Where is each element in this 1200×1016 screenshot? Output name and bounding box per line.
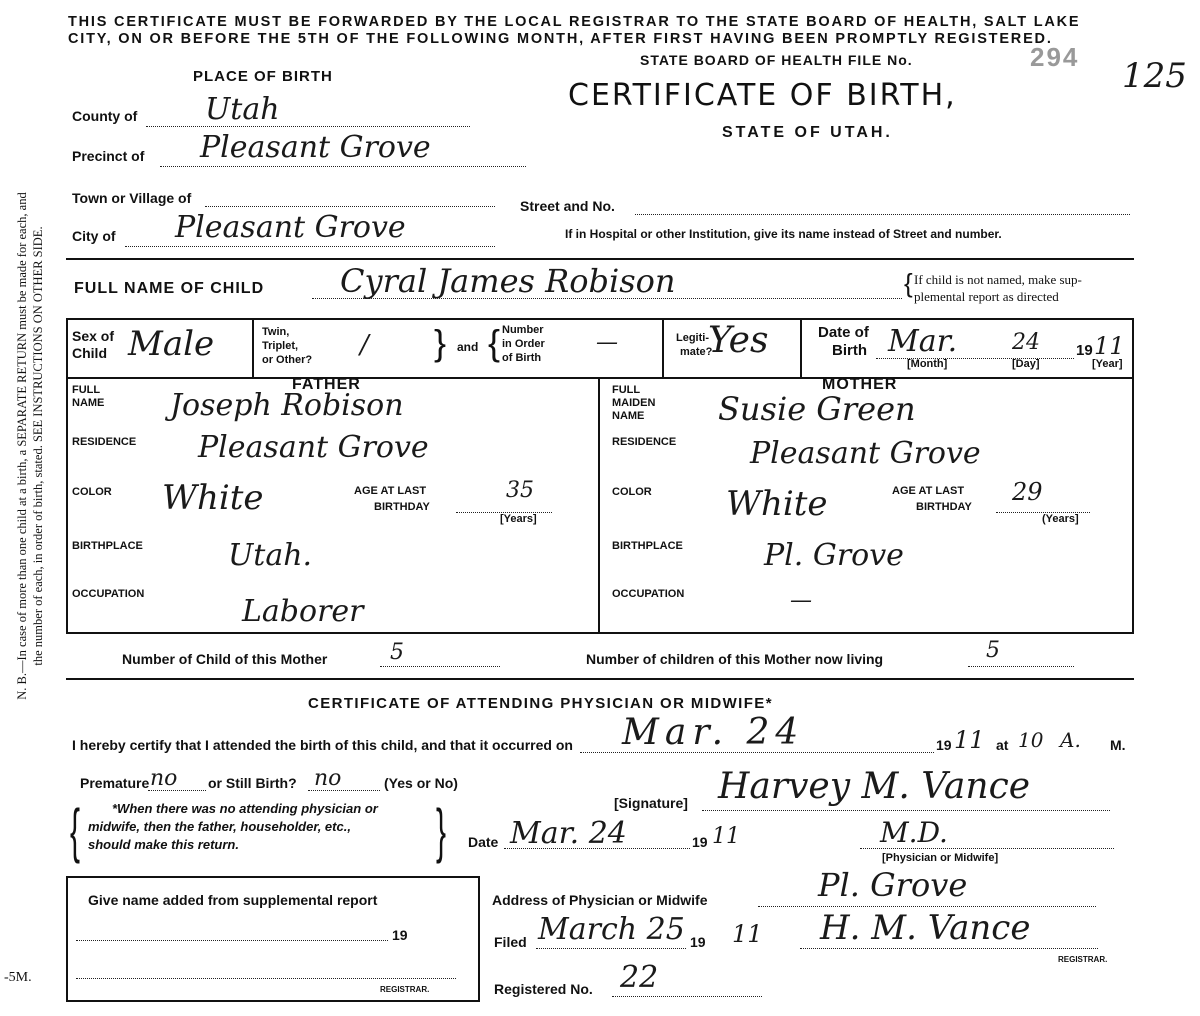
mother-full-label3: NAME <box>612 410 645 422</box>
dob-year-prefix: 19 <box>1076 342 1093 359</box>
registrar-signature: H. M. Vance <box>820 908 1031 948</box>
town-line <box>205 206 495 207</box>
father-name: Joseph Robison <box>170 388 404 423</box>
address-value: Pl. Grove <box>818 866 968 904</box>
child-number-line <box>380 666 500 667</box>
father-birthplace: Utah. <box>228 538 313 573</box>
premature-label: Premature <box>80 775 150 791</box>
supp-year-prefix: 19 <box>392 927 408 943</box>
living: 5 <box>986 638 1000 663</box>
supp-registrar-caption: REGISTRAR. <box>380 985 430 994</box>
stillbirth-label: or Still Birth? <box>208 775 297 791</box>
box-bottom <box>66 632 1134 634</box>
mother-age-label1: AGE AT LAST <box>892 485 965 497</box>
mother-age-label2: BIRTHDAY <box>916 501 972 513</box>
father-occupation-label: OCCUPATION <box>72 588 145 600</box>
date-label: Date <box>468 834 499 850</box>
sep2 <box>662 318 664 378</box>
mother-residence: Pleasant Grove <box>750 436 981 471</box>
father-age: 35 <box>506 478 534 503</box>
dob-label1: Date of <box>818 324 869 341</box>
ampm: A. <box>1060 728 1081 752</box>
divider <box>66 258 1134 260</box>
certify-text: I hereby certify that I attended the birth of this child, and that it occurred on <box>72 737 573 753</box>
supp-line1 <box>76 940 388 941</box>
sex-label1: Sex of <box>72 328 115 344</box>
stillbirth-value: no <box>314 766 342 791</box>
sep3 <box>800 318 802 378</box>
dob-day: 24 <box>1012 330 1040 355</box>
father-occupation: Laborer <box>242 594 364 629</box>
mother-age: 29 <box>1012 478 1043 506</box>
file-no-label: STATE BOARD OF HEALTH FILE No. <box>640 52 913 68</box>
child-number: 5 <box>390 640 404 665</box>
mother-full-label2: MAIDEN <box>612 397 656 409</box>
role-caption: [Physician or Midwife] <box>882 852 999 864</box>
box-row1-bottom <box>66 377 1134 379</box>
child-name-label: FULL NAME OF CHILD <box>74 280 265 297</box>
supp-right <box>478 876 480 1002</box>
unnamed-note2: plemental report as directed <box>914 289 1059 304</box>
street-label: Street and No. <box>520 198 615 214</box>
divider2 <box>66 678 1134 680</box>
note-brace-left: { <box>70 797 81 864</box>
mother-occupation: — <box>790 588 812 613</box>
premature-value: no <box>150 766 178 791</box>
brace-twin: } <box>434 322 447 363</box>
filed-year-suffix: 11 <box>732 920 763 948</box>
supp-heading: Give name added from supplemental report <box>88 892 378 908</box>
supp-top <box>66 876 480 878</box>
filed-year-prefix: 19 <box>690 934 706 950</box>
year-caption: [Year] <box>1092 358 1123 370</box>
date-year-prefix: 19 <box>692 834 708 850</box>
child-name-value: Cyral James Robison <box>340 262 676 300</box>
at-label: at <box>996 737 1009 753</box>
date-year-suffix: 11 <box>712 824 740 849</box>
registrar-line <box>800 948 1098 949</box>
day-caption: [Day] <box>1012 358 1040 370</box>
and-label: and <box>457 340 479 354</box>
supp-left <box>66 876 68 1002</box>
father-full-label1: FULL <box>72 384 101 396</box>
box-left <box>66 318 68 634</box>
county-line <box>146 126 470 127</box>
signature-line <box>702 810 1110 811</box>
mother-occupation-label: OCCUPATION <box>612 588 685 600</box>
sex-value: Male <box>128 324 215 364</box>
mother-color: White <box>726 484 828 524</box>
order-label3: of Birth <box>502 352 542 364</box>
file-no-value: 294 <box>1030 42 1080 72</box>
year-suffix: 11 <box>954 726 985 754</box>
certificate-title: CERTIFICATE OF BIRTH, <box>568 78 957 113</box>
note-line2: midwife, then the father, householder, etc., <box>88 819 351 834</box>
filed-label: Filed <box>494 934 527 950</box>
order-label1: Number <box>502 324 544 336</box>
address-label: Address of Physician or Midwife <box>492 892 708 908</box>
supp-bottom <box>66 1000 480 1002</box>
county-value: Utah <box>205 92 280 127</box>
brace-order: { <box>488 322 501 363</box>
father-age-label1: AGE AT LAST <box>354 485 427 497</box>
filed-line <box>536 948 686 949</box>
father-residence: Pleasant Grove <box>198 430 429 465</box>
registered-label: Registered No. <box>494 981 593 997</box>
dob-year-suffix: 11 <box>1094 332 1125 360</box>
side-note-line2: the number of each, in order of birth, stated. SEE INSTRUCTIONS ON OTHER SIDE. <box>31 226 45 666</box>
living-label: Number of children of this Mother now living <box>586 651 884 667</box>
order-value: — <box>596 330 618 355</box>
note-brace-right: } <box>436 797 447 864</box>
county-label: County of <box>72 108 138 124</box>
side-note-line1: N. B.—In case of more than one child at a birth, a SEPARATE RETURN must be made for each, and <box>15 192 29 700</box>
mother-years-caption: (Years] <box>1042 513 1079 525</box>
precinct-line <box>160 166 526 167</box>
father-birthplace-label: BIRTHPLACE <box>72 540 143 552</box>
legit-label1: Legiti- <box>676 332 709 344</box>
legit-label2: mate? <box>680 346 713 358</box>
address-line <box>758 906 1096 907</box>
mother-color-label: COLOR <box>612 486 652 498</box>
twin-label3: or Other? <box>262 354 313 366</box>
mother-birthplace: Pl. Grove <box>764 538 904 573</box>
state-label: STATE OF UTAH. <box>722 124 893 141</box>
brace-unnamed: { <box>904 268 913 298</box>
street-line <box>635 214 1130 215</box>
filed-value: March 25 <box>538 912 685 947</box>
father-color: White <box>162 478 264 518</box>
signature: Harvey M. Vance <box>718 766 1031 807</box>
living-line <box>968 666 1074 667</box>
father-heading: FATHER <box>292 376 361 393</box>
city-line <box>125 246 495 247</box>
father-residence-label: RESIDENCE <box>72 436 137 448</box>
year-prefix: 19 <box>936 737 952 753</box>
birth-date: Mar. 24 <box>622 712 805 753</box>
father-years-caption: [Years] <box>500 513 537 525</box>
dob-label2: Birth <box>832 342 867 359</box>
md-line <box>860 848 1114 849</box>
father-age-label2: BIRTHDAY <box>374 501 430 513</box>
mother-name: Susie Green <box>718 390 916 428</box>
form-code: -5M. <box>4 970 32 985</box>
margin-number: 125 <box>1122 56 1187 96</box>
note-line3: should make this return. <box>88 837 239 852</box>
side-note <box>14 136 46 756</box>
sex-label2: Child <box>72 345 107 361</box>
mother-heading: MOTHER <box>822 376 898 393</box>
precinct-label: Precinct of <box>72 148 145 164</box>
registered-value: 22 <box>620 960 659 995</box>
order-label2: in Order <box>502 338 545 350</box>
yesno-label: (Yes or No) <box>384 775 458 791</box>
legit-value: Yes <box>708 320 769 361</box>
box-top <box>66 318 1134 320</box>
month-caption: [Month] <box>907 358 948 370</box>
m-label: M. <box>1110 737 1126 753</box>
unnamed-note1: If child is not named, make sup- <box>914 272 1082 287</box>
twin-label1: Twin, <box>262 326 290 338</box>
child-number-label: Number of Child of this Mother <box>122 651 328 667</box>
sep1 <box>252 318 254 378</box>
father-color-label: COLOR <box>72 486 112 498</box>
signature-label: [Signature] <box>614 795 688 811</box>
registered-line <box>612 996 762 997</box>
time: 10 <box>1018 728 1044 752</box>
date-value: Mar. 24 <box>510 816 627 851</box>
dob-month: Mar. <box>888 324 958 359</box>
town-label: Town or Village of <box>72 190 192 206</box>
note-line1: *When there was no attending physician or <box>112 801 378 816</box>
mother-full-label1: FULL <box>612 384 641 396</box>
box-right <box>1132 318 1134 634</box>
physician-heading: CERTIFICATE OF ATTENDING PHYSICIAN OR MIDWIFE* <box>308 695 773 712</box>
supp-line2 <box>76 978 456 979</box>
father-full-label2: NAME <box>72 397 105 409</box>
city-label: City of <box>72 228 116 244</box>
instruction-line1: THIS CERTIFICATE MUST BE FORWARDED BY THE LOCAL REGISTRAR TO THE STATE BOARD OF HEALTH, SALT LAKE <box>68 14 1081 30</box>
filing-registrar-caption: REGISTRAR. <box>1058 955 1108 964</box>
twin-label2: Triplet, <box>262 340 299 352</box>
md: M.D. <box>880 816 948 849</box>
twin-value: / <box>360 330 369 360</box>
instruction-line2: CITY, ON OR BEFORE THE 5TH OF THE FOLLOWING MONTH, AFTER FIRST HAVING BEEN PROMPTLY REGISTERED. <box>68 31 1053 47</box>
precinct-value: Pleasant Grove <box>200 130 431 165</box>
mother-residence-label: RESIDENCE <box>612 436 677 448</box>
city-value: Pleasant Grove <box>175 210 406 245</box>
mother-birthplace-label: BIRTHPLACE <box>612 540 683 552</box>
hospital-note: If in Hospital or other Institution, give its name instead of Street and number. <box>565 227 1002 241</box>
parents-divider <box>598 378 600 634</box>
place-heading: PLACE OF BIRTH <box>193 68 333 85</box>
